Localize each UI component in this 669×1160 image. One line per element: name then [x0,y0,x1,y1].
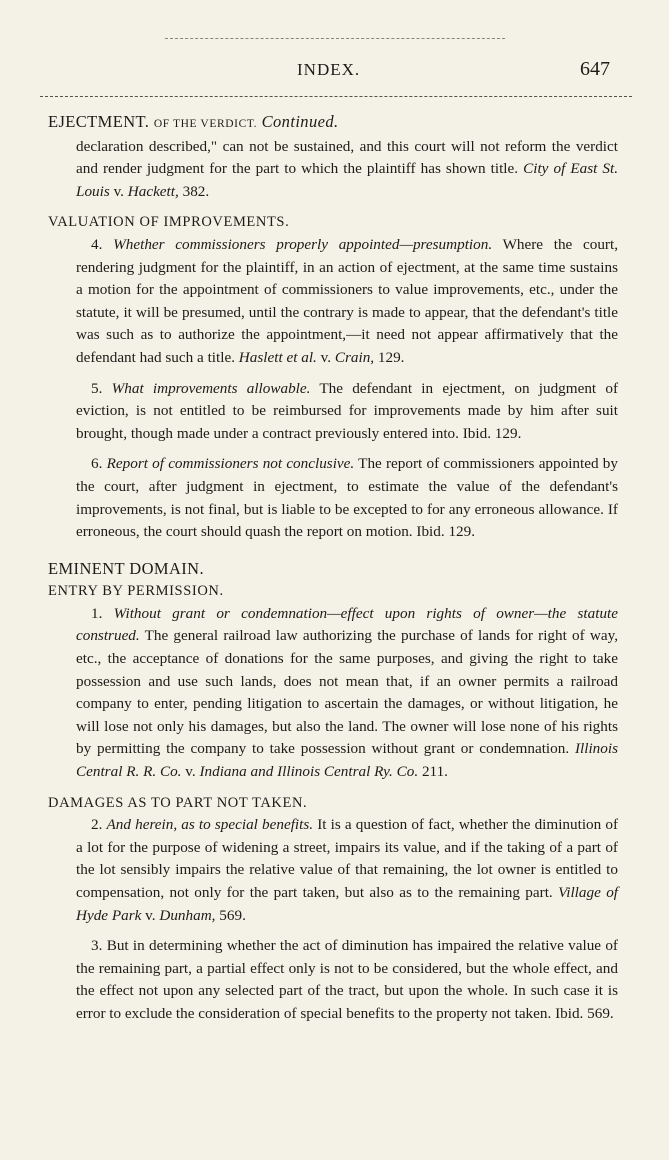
continued-label: Continued. [261,112,339,131]
versus: v. [113,182,124,200]
paragraph-2 [48,814,618,927]
case-name: Haslett et al. [238,348,317,366]
citation: 129. [377,348,405,366]
paragraph-5 [48,378,618,446]
paragraph-text: The defendant in ejectment, on judgment of eviction, is not entitled to be reimbursed for improvements made by him after suit brought, though made under a contract previously entered into. [76,379,618,442]
paragraph-text: It is a question of fact, whether the diminution of a lot for the purpose of widening a street, impairs its value, and if the taking of a part of the lot sensibly impairs the relative value of that remaining, the lot owner is entitled to compensation, not only for the part taken, but also as to the remaining part. [76,816,619,901]
damages-heading: DAMAGES AS TO PART NOT TAKEN. [48,794,308,811]
paragraph-6 [48,453,618,543]
paragraph-3 [48,935,618,1025]
paragraph-text: Where the court, rendering judgment for the plaintiff, in an action of ejectment, at the same time sustains a motion for the appointment of commissioners to value improvements, etc., under the statute, it will be presumed, until the contrary is made to appear, that the defendant's title was such as to authorize the appointment,—it need not appear affirmatively that the defendant had such a title. [76,235,619,366]
paragraph-topic: Without grant or condemnation—effect upon rights of owner—the statute construed. [76,604,618,645]
paragraph-topic: Report of commissioners not conclusive. [106,455,355,473]
paragraph-number: 5. [91,379,103,397]
versus: v. [185,763,196,781]
citation: 211. [421,763,448,781]
citation: Ibid. 129. [462,424,522,442]
header-divider [40,96,632,97]
paragraph-4 [48,234,618,370]
entry-heading: ENTRY BY PERMISSION. [48,583,224,600]
citation: Ibid. 569. [555,1004,614,1022]
citation: 382. [182,182,210,200]
party-name: Hackett, [127,182,179,200]
paragraph-number: 1. [91,604,103,622]
ejectment-heading [48,111,618,136]
running-head: INDEX. [297,60,361,79]
paragraph-number: 3. [91,937,103,955]
citation: 569. [219,906,246,924]
paragraph-number: 6. [91,455,103,473]
citation: Ibid. 129. [416,523,476,541]
party-name: Crain, [334,348,375,366]
paragraph-number: 4. [91,235,103,253]
ejectment-subtitle: OF THE VERDICT. [153,118,258,130]
page-number: 647 [580,58,610,80]
paragraph-text: The report of commissioners appointed by the court, after judgment in ejectment, to estimate the value of the defendant's improvements, is not final, but is liable to be excepted to for any erroneous allowance. If erroneous, the court should quash the report on motion. [76,455,618,541]
versus: v. [320,348,332,366]
party-name: Indiana and Illinois Central Ry. Co. [199,763,419,781]
ejectment-title: EJECTMENT. [48,112,150,131]
index-content [48,111,618,1026]
paragraph-topic: Whether commissioners properly appointed—presumption. [113,235,493,253]
versus: v. [145,906,156,924]
case-name: Village of Hyde Park [76,884,619,924]
case-name: Illinois Central R. R. Co. [76,740,618,781]
paragraph-number: 2. [91,816,103,834]
top-divider [165,38,505,39]
paragraph-text: But in determining whether the act of diminution has impaired the relative value of the remaining part, a partial effect only is not to be considered, but the whole effect, and the effect not upon any selected part of the tract, but upon the whole. In such case it is error to exclude the consideration of special benefits to the property not taken. [76,937,618,1022]
case-name: City of East St. Louis [76,160,619,200]
paragraph-text: declaration described," can not be sustained, and this court will not reform the verdict and render judgment for the part to which the plaintiff has shown title. [76,137,618,178]
eminent-domain-heading: EMINENT DOMAIN. [48,558,205,578]
ejectment-continued-paragraph [48,136,618,204]
paragraph-topic: What improvements allowable. [111,379,311,397]
paragraph-topic: And herein, as to special benefits. [106,816,314,834]
paragraph-1 [48,603,618,784]
paragraph-text: The general railroad law authorizing the purchase of lands for right of way, etc., the acceptance of donations for the same purposes, and giving the right to take possession and use such lands, does not mean that, if an owner permits a railroad company to enter, pending litigation to ascertain the damages, or without litigation, he will lose not only his damages, but also the land. The owner will lose none of his rights by permitting the company to take possession without grant or condemnation. [76,627,618,758]
valuation-heading: VALUATION OF IMPROVEMENTS. [48,214,290,231]
party-name: Dunham, [159,906,216,924]
